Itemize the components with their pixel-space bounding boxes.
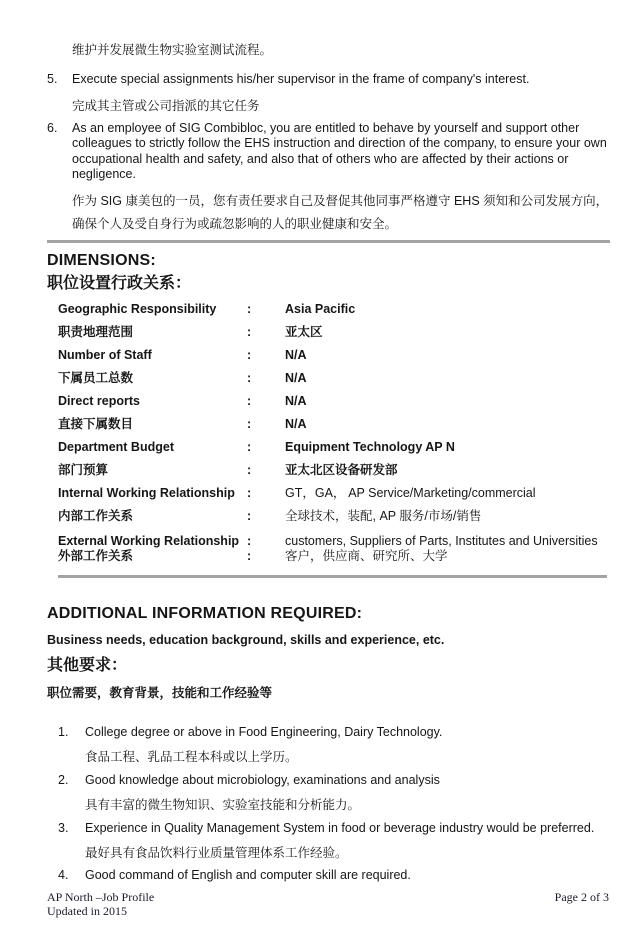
row-label: Number of Staff: [58, 347, 152, 362]
requirement-text-zh: 最好具有食品饮料行业质量管理体系工作经验。: [85, 845, 348, 860]
dimensions-heading-en: DIMENSIONS:: [47, 251, 156, 269]
page-footer: [47, 890, 609, 918]
row-label: Direct reports: [58, 393, 140, 408]
table-row: [47, 486, 610, 501]
requirement-item: [47, 773, 610, 788]
row-colon: :: [247, 462, 252, 477]
row-colon: :: [247, 548, 252, 563]
row-colon: :: [247, 533, 252, 548]
row-label: External Working Relationship: [58, 533, 240, 548]
duty-4-zh-continuation: 维护并发展微生物实验室测试流程。: [72, 43, 273, 57]
dimensions-table: [47, 302, 610, 564]
row-colon: :: [247, 347, 252, 362]
additional-info-heading-zh: 其他要求：: [47, 656, 128, 674]
requirement-text-en: Experience in Quality Management System in food or beverage industry would be preferred.: [85, 820, 595, 835]
requirement-number: 1.: [58, 724, 69, 739]
row-value: customers, Suppliers of Parts, Institutes and Universities: [285, 533, 598, 548]
row-colon: :: [247, 508, 252, 523]
row-colon: :: [247, 416, 252, 431]
requirement-number: 2.: [58, 772, 69, 787]
additional-info-subheading: Business needs, education background, skills and experience, etc.: [47, 632, 445, 647]
table-row: [47, 440, 610, 455]
row-label: 外部工作关系: [58, 548, 134, 563]
requirement-text-en: College degree or above in Food Engineering, Dairy Technology.: [85, 724, 443, 739]
duty-5-number: 5.: [47, 72, 58, 86]
row-label: 部门预算: [58, 462, 109, 477]
table-row: [47, 325, 610, 340]
duty-6-text-en: As an employee of SIG Combibloc, you are entitled to behave by yourself and support other colleagues to strictly follow the EHS instruction and direction of the company, to ensure your own occupational health and safety, and also that of others who are affected by their actions or negligence.: [72, 120, 607, 181]
row-value: 客户，供应商、研究所、大学: [285, 548, 448, 563]
footer-left: [47, 890, 154, 918]
requirement-number: 3.: [58, 820, 69, 835]
duty-5-text-en: Execute special assignments his/her supervisor in the frame of company's interest.: [72, 72, 530, 86]
section-divider-top: [47, 240, 610, 243]
row-label: 直接下属数目: [58, 416, 134, 431]
duty-item-6: [47, 121, 610, 240]
table-row: [47, 302, 610, 317]
row-value: N/A: [285, 393, 307, 408]
row-value: 亚太区: [285, 324, 323, 339]
table-row: [47, 417, 610, 432]
section-divider-bottom: [58, 575, 607, 578]
requirement-item: [47, 868, 610, 883]
row-value: Asia Pacific: [285, 301, 356, 316]
row-value: N/A: [285, 416, 307, 431]
table-row: [47, 394, 610, 409]
row-colon: :: [247, 301, 252, 316]
row-value: GT，GA， AP Service/Marketing/commercial: [285, 485, 536, 500]
table-row: [47, 348, 610, 363]
footer-updated: Updated in 2015: [47, 904, 127, 918]
row-label: Internal Working Relationship: [58, 485, 235, 500]
additional-info-heading: ADDITIONAL INFORMATION REQUIRED:: [47, 604, 363, 622]
row-colon: :: [247, 324, 252, 339]
table-row: [47, 549, 610, 564]
row-colon: :: [247, 393, 252, 408]
footer-doc-title: AP North –Job Profile: [47, 890, 155, 904]
requirement-item: [47, 821, 610, 836]
row-label: Geographic Responsibility: [58, 301, 217, 316]
row-label: 内部工作关系: [58, 508, 134, 523]
table-row: [47, 509, 610, 524]
row-colon: :: [247, 370, 252, 385]
row-label: 下属员工总数: [58, 370, 134, 385]
requirements-list: [47, 725, 610, 883]
requirement-number: 4.: [58, 867, 69, 882]
dimensions-heading-zh: 职位设置行政关系：: [47, 274, 192, 292]
row-value: 亚太北区设备研发部: [285, 462, 398, 477]
duty-item-5: [47, 72, 610, 121]
table-row: [47, 534, 610, 549]
duty-5-text-zh: 完成其主管或公司指派的其它任务: [72, 98, 260, 113]
duty-6-number: 6.: [47, 120, 58, 135]
footer-page-number: Page 2 of 3: [554, 890, 609, 904]
requirement-text-zh: 食品工程、乳品工程本科或以上学历。: [85, 749, 298, 764]
duty-6-text-zh: 作为 SIG 康美包的一员，您有责任要求自己及督促其他同事严格遵守 EHS 须知和公司发展方向，确保个人及受自身行为或疏忽影响的人的职业健康和安全。: [72, 193, 609, 231]
row-colon: :: [247, 439, 252, 454]
requirement-text-zh: 具有丰富的微生物知识、实验室技能和分析能力。: [85, 797, 361, 812]
row-value: 全球技术，装配, AP 服务/市场/销售: [285, 508, 482, 523]
requirement-text-en: Good knowledge about microbiology, examinations and analysis: [85, 772, 440, 787]
row-label: 职责地理范围: [58, 324, 134, 339]
row-label: Department Budget: [58, 439, 174, 454]
requirement-text-en: Good command of English and computer skill are required.: [85, 867, 411, 882]
table-row: [47, 371, 610, 386]
row-colon: :: [247, 485, 252, 500]
row-value: Equipment Technology AP N: [285, 439, 455, 454]
row-value: N/A: [285, 347, 307, 362]
row-value: N/A: [285, 370, 307, 385]
table-row: [47, 463, 610, 478]
requirement-item: [47, 725, 610, 740]
additional-info-subheading-zh: 职位需要，教育背景，技能和工作经验等: [47, 685, 273, 700]
